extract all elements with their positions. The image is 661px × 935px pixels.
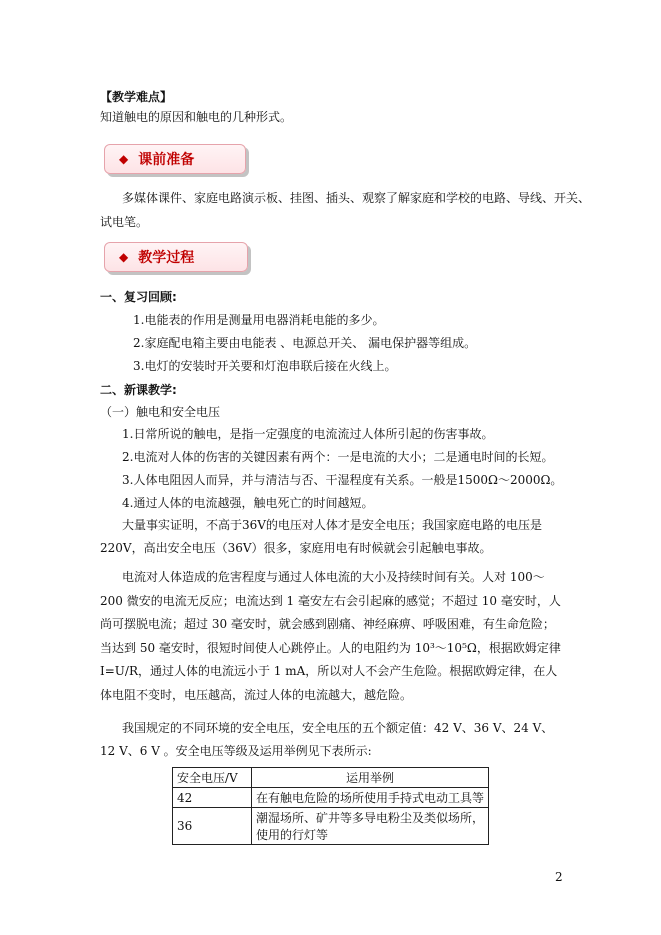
difficulty-text: 知道触电的原因和触电的几种形式。 [100, 110, 293, 124]
new-lesson-heading: 二、新课教学: [100, 383, 177, 397]
table-cell-voltage: 42 [173, 788, 252, 808]
section-banner-process [104, 242, 248, 272]
review-heading: 一、复习回顾: [100, 290, 177, 304]
prep-text-line1: 多媒体课件、家庭电路演示板、挂图、插头、观察了解家庭和学校的电路、导线、开关、 [122, 191, 591, 205]
lesson-item: 1.日常所说的触电，是指一定强度的电流流过人体所引起的伤害事故。 [122, 427, 494, 441]
table-row [173, 788, 489, 808]
review-item: 1.电能表的作用是测量用电器消耗电能的多少。 [133, 313, 385, 327]
table-header-voltage: 安全电压/V [173, 768, 252, 788]
paragraph-voltage-standards: 我国规定的不同环境的安全电压，安全电压的五个额定值：42 V、36 V、24 V、12 V、6 V 。安全电压等级及运用举例见下表所示: [100, 721, 554, 758]
table-header-example: 运用举例 [252, 768, 489, 788]
table-row [173, 808, 489, 845]
section-banner-prep [104, 144, 246, 174]
safe-voltage-table [172, 767, 489, 845]
banner-process-label: 教学过程 [138, 250, 195, 266]
lesson-item: 2.电流对人体的伤害的关键因素有两个：一是电流的大小；二是通电时间的长短。 [122, 450, 554, 464]
difficulty-heading: 【教学难点】 [100, 90, 173, 104]
page-number: 2 [555, 870, 563, 884]
table-cell-example: 潮湿场所、矿井等多导电粉尘及类似场所，使用的行灯等 [252, 808, 489, 845]
new-lesson-subheading: （一）触电和安全电压 [100, 405, 221, 419]
diamond-bullet-icon: ◆ [119, 152, 129, 166]
table-cell-example: 在有触电危险的场所使用手持式电动工具等 [252, 788, 489, 808]
table-header-row [173, 768, 489, 788]
paragraph-safe-voltage: 大量事实证明，不高于36V的电压对人体才是安全电压；我国家庭电路的电压是220V，高出安全电压（36V）很多，家庭用电有时候就会引起触电事故。 [100, 518, 542, 555]
prep-text-line2: 试电笔。 [100, 215, 149, 229]
table-cell-voltage: 36 [173, 808, 252, 845]
lesson-item: 4.通过人体的电流越强，触电死亡的时间越短。 [122, 496, 374, 510]
review-item: 3.电灯的安装时开关要和灯泡串联后接在火线上。 [133, 359, 397, 373]
banner-prep-label: 课前准备 [138, 152, 195, 168]
diamond-bullet-icon: ◆ [119, 250, 129, 264]
paragraph-current-effects: 电流对人体造成的危害程度与通过人体电流的大小及持续时间有关。人对 100～200 微安的电流无反应；电流达到 1 毫安左右会引起麻的感觉；不超过 10 毫安时，人尚可摆脱电流；超过 30 毫安时，就会感到剧痛、神经麻痹、呼吸困难，有生命危险；当达到 50 毫安时，很短时间使人心跳停止。人的电阻约为 10³～10⁵Ω，根据欧姆定律 I=U/R，通过人体的电流远小于 1 mA，所以对人不会产生危险。根据欧姆定律，在人体电阻不变时，电压越高，流过人体的电流越大，越危险。 [100, 570, 561, 702]
lesson-item: 3.人体电阻因人而异，并与清洁与否、干湿程度有关系。一般是1500Ω～2000Ω。 [122, 473, 563, 487]
review-item: 2.家庭配电箱主要由电能表 、电源总开关、 漏电保护器等组成。 [133, 336, 477, 350]
